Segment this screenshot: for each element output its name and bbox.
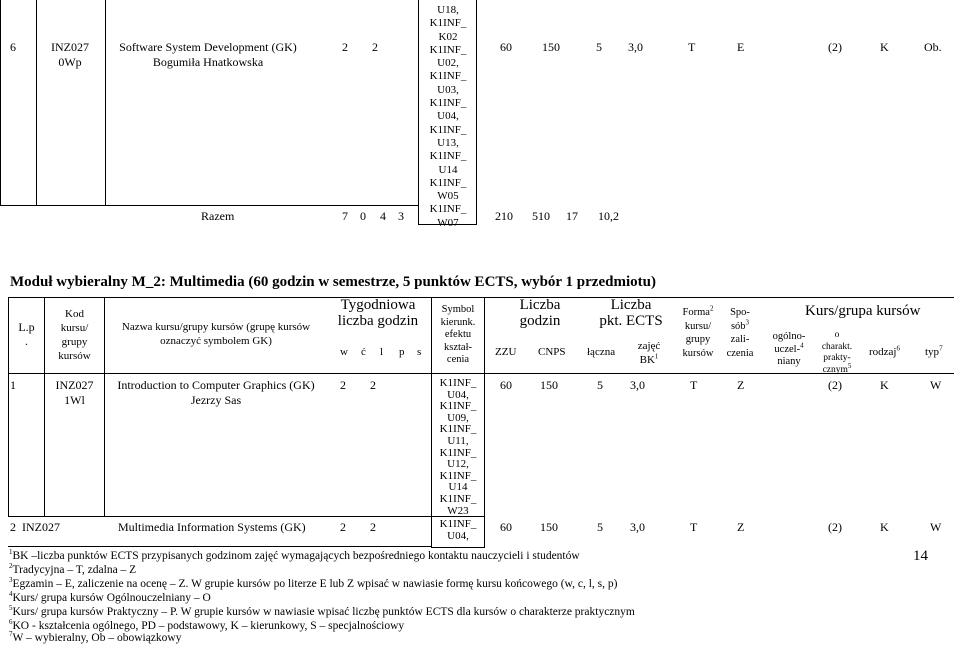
row1-c: 2	[370, 378, 376, 392]
header-w: w	[340, 346, 348, 358]
razem-laczna: 17	[566, 209, 578, 223]
top-row-typ: Ob.	[924, 40, 942, 54]
row2-bk: 3,0	[630, 520, 645, 534]
top-row-lp: 6	[10, 40, 16, 54]
row1-lp: 1	[10, 378, 16, 392]
row2-forma: T	[690, 520, 698, 534]
top-row-zzu: 60	[500, 40, 512, 54]
header-c: ć	[361, 346, 366, 358]
module-title: Moduł wybieralny M_2: Multimedia (60 godzin w semestrze, 5 punktów ECTS, wybór 1 przedmiotu)	[10, 274, 656, 290]
row2-laczna: 5	[597, 520, 603, 534]
top-row-c: 2	[372, 40, 378, 54]
row1-typ: W	[930, 378, 942, 392]
row2-c: 2	[370, 520, 376, 534]
header-typ: typ$^7$	[925, 344, 943, 358]
top-row-laczna: 5	[596, 40, 602, 54]
razem-p: 3	[398, 209, 404, 223]
header-tygodniowa: Tygodniowa liczba godzin	[337, 297, 419, 329]
razem-zzu: 210	[495, 209, 513, 223]
header-laczna: łączna	[587, 346, 616, 358]
header-sposob: Spo- sób$^3$ zali- czenia	[726, 307, 754, 359]
footnote-4: $^4$Kurs/ grupa kursów Ogólnouczelniany – O	[9, 590, 211, 604]
row1-forma: T	[690, 378, 698, 392]
row1-course-name: Introduction to Computer Graphics (GK) Jezrzy Sas	[117, 378, 315, 407]
row1-effects: K1INF_ U04, K1INF_ U09, K1INF_ U11, K1INF_ U12, K1INF_ U14 K1INF_ W23	[439, 377, 477, 517]
header-o-charakterze: o charakt. prakty- cznym$^5$	[821, 330, 853, 375]
header-p: p	[399, 346, 405, 358]
footnote-3: $^3$Egzamin – E, zaliczenie na ocenę – Z. W grupie kursów po literze E lub Z wpisać w nawiasie formę kursu końcowego (w, c, l, s, p)	[9, 576, 618, 590]
header-lp: L.p .	[18, 320, 35, 348]
header-liczba-godzin: Liczba godzin	[519, 297, 561, 329]
razem-bk: 10,2	[598, 209, 619, 223]
header-liczba-pkt: Liczba pkt. ECTS	[599, 297, 663, 329]
row2-typ: W	[930, 520, 942, 534]
top-row-bk: 3,0	[628, 40, 643, 54]
header-zzu: ZZU	[495, 346, 517, 358]
footnote-6: $^6$KO - kształcenia ogólnego, PD – podstawowy, K – kierunkowy, S – specjalnościowy	[9, 618, 405, 632]
top-row-effects: U18, K1INF_ K02 K1INF_ U02, K1INF_ U03, K1INF_ U04, K1INF_ U13, K1INF_ U14 K1INF_ W05 K1INF_ W07	[429, 4, 467, 229]
footnote-1: $^1$BK –liczba punktów ECTS przypisanych godzinom zajęć wymagających bezpośredniego kontaktu nauczycieli i studentów	[9, 548, 580, 562]
top-row-forma: T	[688, 40, 696, 54]
header-forma: Forma$^2$ kursu/ grupy kursów	[682, 304, 714, 359]
header-kod: Kod kursu/ grupy kursów	[58, 308, 91, 362]
row2-zzu: 60	[500, 520, 512, 534]
header-rodzaj: rodzaj$^6$	[869, 344, 900, 358]
top-row-rodzaj: K	[880, 40, 889, 54]
row1-rodzaj: K	[880, 378, 889, 392]
top-row-code: INZ027 0Wp	[51, 40, 89, 69]
row2-effects: K1INF_ U04,	[439, 518, 477, 542]
header-zajec-bk: zajęć $BK^1$	[637, 340, 661, 366]
row2-cnps: 150	[540, 520, 558, 534]
header-kurs-grupa: Kurs/grupa kursów	[805, 303, 921, 319]
row2-rodzaj: K	[880, 520, 889, 534]
row2-sposob: Z	[737, 520, 745, 534]
row1-cnps: 150	[540, 378, 558, 392]
top-row-course-name: Software System Development (GK) Bogumiła Hnatkowska	[119, 40, 297, 69]
row1-ogolno: (2)	[828, 378, 842, 392]
row1-code: INZ027 1Wl	[55, 378, 94, 407]
header-s: s	[417, 346, 422, 358]
razem-cnps: 510	[532, 209, 550, 223]
razem-w: 7	[342, 209, 348, 223]
razem-c: 0	[360, 209, 366, 223]
header-nazwa: Nazwa kursu/grupy kursów (grupę kursów oznaczyć symbolem GK)	[121, 321, 311, 347]
header-cnps: CNPS	[538, 346, 566, 358]
header-ogolnouczelniany: ogólno- uczel-$^4$ niany	[772, 331, 806, 367]
row1-sposob: Z	[737, 378, 745, 392]
razem-label: Razem	[201, 209, 235, 223]
row1-laczna: 5	[597, 378, 603, 392]
top-row-w: 2	[342, 40, 348, 54]
row2-w: 2	[340, 520, 346, 534]
page-number: 14	[913, 548, 928, 564]
top-row-cnps: 150	[542, 40, 560, 54]
header-symbol: Symbol kierunk. efektu kształ- cenia	[440, 304, 476, 365]
footnote-2: $^2$Tradycyjna – T, zdalna – Z	[9, 562, 137, 576]
top-row-ogolno: (2)	[828, 40, 842, 54]
row1-zzu: 60	[500, 378, 512, 392]
header-l: l	[380, 346, 384, 358]
footnote-5: $^5$Kurs/ grupa kursów Praktyczny – P. W grupie kursów w nawiasie wpisać liczbę punktów ECTS dla kursów o charakterze praktycznym	[9, 604, 635, 618]
row1-w: 2	[340, 378, 346, 392]
row2-course-name: Multimedia Information Systems (GK)	[118, 520, 306, 534]
footnote-7: $^7$W – wybieralny, Ob – obowiązkowy	[9, 630, 182, 644]
row2-code: INZ027	[22, 520, 60, 534]
row1-bk: 3,0	[630, 378, 645, 392]
row2-lp: 2	[10, 520, 16, 534]
row2-ogolno: (2)	[828, 520, 842, 534]
top-row-sposob: E	[737, 40, 745, 54]
razem-l: 4	[380, 209, 386, 223]
